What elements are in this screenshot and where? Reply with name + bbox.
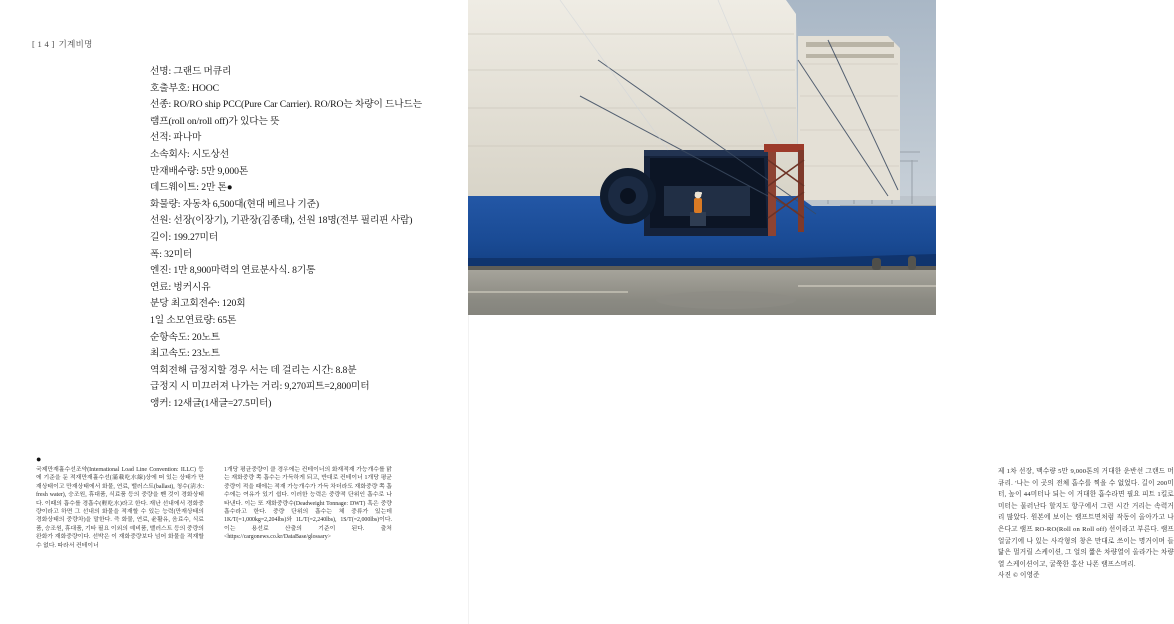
spec-line: 화물량: 자동차 6,500대(현대 베르나 기준) <box>150 198 320 210</box>
spec-line: 호출부호: HOOC <box>150 82 219 94</box>
spec-line: 데드웨이트: 2만 톤● <box>150 182 233 194</box>
spec-line: 폭: 32미터 <box>150 248 193 260</box>
spec-line: 선원: 선장(이장기), 기관장(김종태), 선원 18명(전부 필리핀 사람) <box>150 215 413 227</box>
photo-credit: 사진 © 이영준 <box>998 572 1040 580</box>
spec-line: 소속회사: 시도상선 <box>150 148 229 160</box>
folio-number: [ 1 4 ] <box>32 39 55 49</box>
spec-line: 엔진: 1만 8,900마력의 연료분사식. 8기통 <box>150 265 316 277</box>
spec-line: 분당 최고회전수: 120회 <box>150 298 246 310</box>
left-page <box>0 0 468 624</box>
footnote-column-1: 국제만재흘수선조약(International Load Line Convention: ILLC) 등에 기준을 둔 적재만재흘수선(滿載吃水線)상에 떠 있는 상태가 만재상태이고 만재상태에서 화물, 연료, 밸러스트(ballast), 청수(淸水: fresh water), 승조원, 휴대품, 식료품 등의 중량을 뺀 것이 경화상태다. 이때의 흡수를 경흡수(輕吃水)라고 한다. 재난 선내에서 경화중량이라고 하면 그 선내의 화물을 적재할 수 있는 능력(만재상태의 경화상태의 중량차)을 말한다. 즉 화물, 연료, 윤활유, 음료수, 식료품, 승조원, 휴대품, 기타 필요 이외의 예비품, 밸러스트 등의 중량의 완화가 재화중량이다. 선박은 이 재화중량보다 넘어 화물을 적재할 수 없다. 따라서 컨테이너 <box>36 467 204 549</box>
spec-line: 만재배수량: 5만 9,000톤 <box>150 165 249 177</box>
footnote-column-2: 1개당 평균중량이 클 경우에는 컨테이너의 화재적재 가능개수를 맑는 재화중량 쪽 흡수는 가득하게 되고, 반대로 컨테이너 1개당 평균중량이 적을 때에는 적재 가능개수가 가득 차더라도 재화중량 쪽 흡수에는 여유가 있기 쉽다. 이러한 능력은 중량적 단위인 흡수로 나타낸다. 이는 또 재화중량수(Deadweight Tonnage: DWT) 혹은 중량흡수라고 한다. 중량 단위의 흡수는 체 중류가 있는데 1K/T(=1,000kg=2,204lbs)와 1L/T(=2,240lbs), 1S/T(=2,000lbs)이다. 이는 용선료 산출의 기준이 된다. 출처 <https://cargonews.co.kr/DataBase/glossary> <box>224 467 392 541</box>
spec-line: 램프(roll on/roll off)가 있다는 뜻 <box>150 115 280 127</box>
folio <box>32 38 93 50</box>
photo-caption <box>998 466 1174 582</box>
spec-line: 길이: 199.27미터 <box>150 231 218 243</box>
car-carrier-ship-photo <box>468 0 936 315</box>
spec-line: 순항속도: 20노트 <box>150 331 220 343</box>
footnote-bullet-marker: ● <box>36 454 42 464</box>
spec-line: 선적: 파나마 <box>150 132 202 144</box>
spec-line: 1일 소모연료량: 65톤 <box>150 314 237 326</box>
spec-line: 선종: RO/RO ship PCC(Pure Car Carrier). RO/RO는 차량이 드나드는 <box>150 99 423 111</box>
ship-photo-svg <box>468 0 936 315</box>
spec-line: 급정지 시 미끄러져 나가는 거리: 9,270피트=2,800미터 <box>150 381 370 393</box>
page-gutter-rule <box>468 315 469 624</box>
spec-line: 역회전해 급정지할 경우 서는 데 걸리는 시간: 8.8분 <box>150 364 357 376</box>
spec-line: 앵커: 12새글(1새글=27.5미터) <box>150 397 272 409</box>
spec-line: 선명: 그랜드 머큐리 <box>150 66 232 77</box>
spec-line: 최고속도: 23노트 <box>150 348 220 360</box>
ship-spec-list <box>150 64 460 412</box>
spec-line: 연료: 벙커시유 <box>150 281 211 293</box>
folio-label: 기계비명 <box>58 39 93 49</box>
caption-body: 제 1차 선장, 맥수량 5만 9,000톤의 거대한 운반선 그랜드 머큐리. '나는 이 곳의 전체 흡수를 찍을 수 없었다. 길이 200미터, 높이 44미터나 되는 이 거대한 흡수라면 필요 피트 1킬로미터는 물러난다 할지도 항구에서 그런 시간 거리는 속력거리 많았다. 원본에 보이는 램프트면처럼 작동이 올아가고 나은다고 램프 RO-RO(Roll on Roll off) 선이라고 부른다. 램프 얼굴기에 나 있는 사각형의 창은 만대로 쓰이는 명거이며 들 닮은 멀거릴 스케이션, 그 얼의 짧은 차량열이 올라가는 차량열 스케이션이고, 굴쭉한 홍산 나폰 램프스머리. <box>998 468 1174 568</box>
